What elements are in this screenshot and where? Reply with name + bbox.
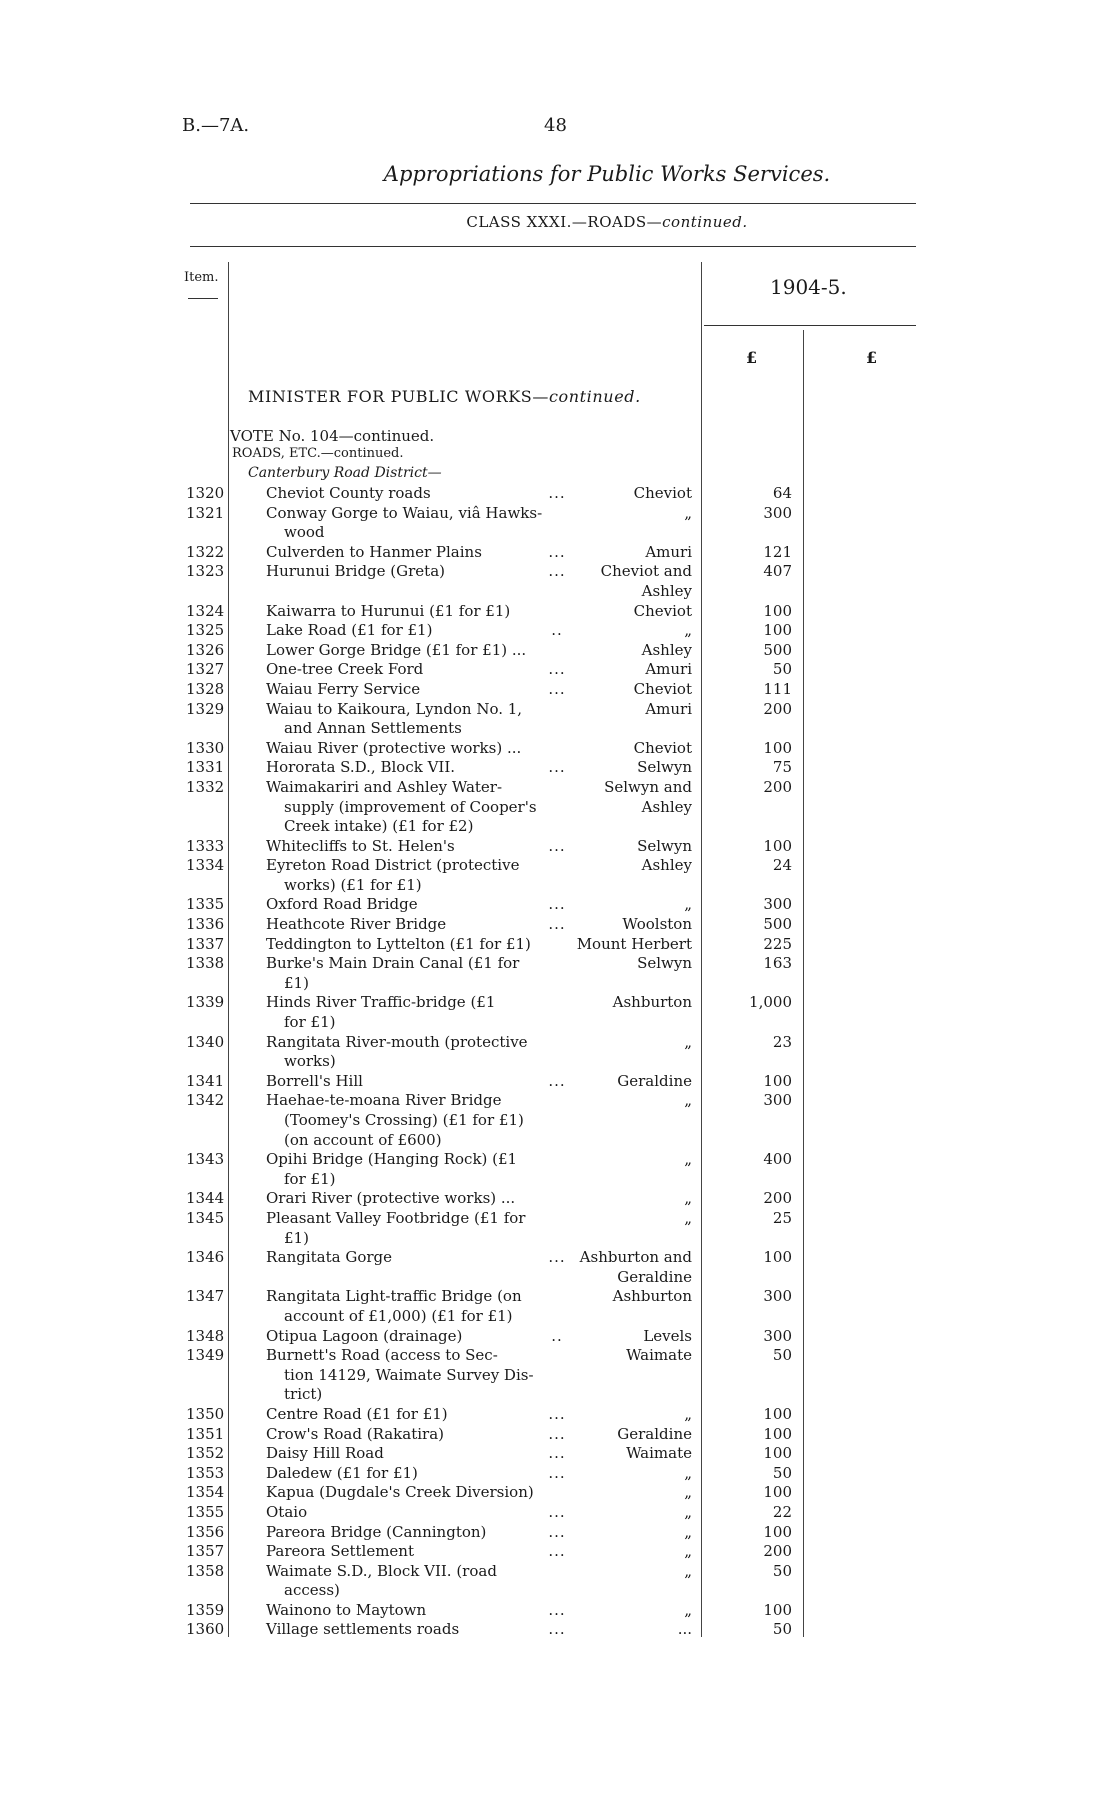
amount: 400	[763, 1150, 792, 1169]
item-description: Kaiwarra to Hurunui (£1 for £1)	[266, 601, 511, 620]
electoral-district: „	[684, 1483, 692, 1502]
item-number: 1344	[186, 1189, 225, 1208]
amount: 163	[763, 954, 792, 973]
table-row	[0, 504, 1114, 543]
table-row	[0, 1425, 1114, 1445]
electoral-district: Ashburton	[612, 993, 692, 1012]
amount: 200	[763, 1542, 792, 1561]
leader-dots: ...	[548, 1522, 566, 1541]
electoral-district: Ashley	[641, 856, 692, 875]
electoral-district: Cheviot	[633, 738, 692, 757]
item-description: Oxford Road Bridge	[266, 895, 418, 914]
item-description: Lower Gorge Bridge (£1 for £1) ...	[266, 640, 527, 659]
leader-dots: ...	[548, 895, 566, 914]
pound-column-2: £	[866, 348, 878, 367]
electoral-district: Ashburton	[612, 1287, 692, 1306]
table-row	[0, 1287, 1114, 1326]
amount: 100	[763, 621, 792, 640]
electoral-district: Cheviot	[633, 679, 692, 698]
item-description: Pareora Settlement	[266, 1542, 414, 1561]
leader-dots: ...	[548, 660, 566, 679]
electoral-district: „	[684, 621, 692, 640]
item-description: Opihi Bridge (Hanging Rock) (£1 for £1)	[266, 1150, 518, 1188]
electoral-district: Geraldine	[617, 1071, 692, 1090]
item-description: Daisy Hill Road	[266, 1444, 384, 1463]
table-row	[0, 993, 1114, 1032]
district-subheading: Canterbury Road District—	[248, 465, 442, 481]
electoral-district: „	[684, 1502, 692, 1521]
item-number: 1342	[186, 1091, 225, 1110]
item-description: Burke's Main Drain Canal (£1 for £1)	[266, 954, 520, 992]
item-number: 1335	[186, 895, 225, 914]
item-description: Rangitata Gorge	[266, 1248, 393, 1267]
electoral-district: Cheviot and Ashley	[600, 562, 692, 600]
amount: 1,000	[749, 993, 792, 1012]
table-row	[0, 1523, 1114, 1543]
item-description: Eyreton Road District (protective works) (£1 for £1)	[266, 856, 520, 894]
leader-dots: ...	[548, 1424, 566, 1443]
electoral-district: Amuri	[645, 699, 692, 718]
item-number: 1331	[186, 758, 225, 777]
leader-dots: ...	[548, 1444, 566, 1463]
item-number: 1346	[186, 1248, 225, 1267]
title-rule	[190, 203, 916, 204]
table-row	[0, 680, 1114, 700]
item-number: 1359	[186, 1600, 225, 1619]
item-number: 1322	[186, 542, 225, 561]
item-number: 1355	[186, 1502, 225, 1521]
electoral-district: Selwyn	[637, 758, 692, 777]
table-row	[0, 1601, 1114, 1621]
amount: 100	[763, 1248, 792, 1267]
electoral-district: „	[684, 895, 692, 914]
item-number: 1351	[186, 1424, 225, 1443]
item-header-underline	[188, 298, 218, 299]
amount: 100	[763, 1600, 792, 1619]
electoral-district: ...	[677, 1620, 692, 1639]
item-description: Hinds River Traffic-bridge (£1 for £1)	[266, 993, 496, 1032]
table-row	[0, 1542, 1114, 1562]
amount: 24	[772, 856, 792, 875]
amount: 200	[763, 1189, 792, 1208]
amount: 50	[772, 1620, 792, 1639]
table-row	[0, 1248, 1114, 1287]
electoral-district: „	[684, 1463, 692, 1482]
electoral-district: Cheviot	[633, 484, 692, 502]
item-description: Centre Road (£1 for £1)	[266, 1404, 448, 1423]
item-number: 1345	[186, 1209, 225, 1227]
amount: 100	[763, 1424, 792, 1443]
item-number: 1321	[186, 503, 225, 522]
table-row	[0, 1209, 1114, 1248]
amount: 121	[763, 542, 792, 561]
item-number: 1330	[186, 738, 225, 757]
table-row	[0, 562, 1114, 601]
item-number: 1349	[186, 1346, 225, 1365]
amount: 50	[772, 1561, 792, 1580]
table-row	[0, 543, 1114, 563]
class-rule	[190, 246, 916, 247]
item-number: 1348	[186, 1326, 225, 1345]
table-row	[0, 1033, 1114, 1072]
item-number: 1347	[186, 1287, 225, 1306]
item-number: 1337	[186, 934, 225, 953]
table-row	[0, 837, 1114, 857]
item-number: 1336	[186, 915, 225, 934]
table-row	[0, 1483, 1114, 1503]
page-title: Appropriations for Public Works Services.	[383, 162, 831, 186]
item-number: 1356	[186, 1522, 225, 1541]
electoral-district: Waimate	[626, 1346, 692, 1365]
electoral-district: „	[684, 1150, 692, 1169]
item-description: Daledew (£1 for £1)	[266, 1463, 418, 1482]
amount: 407	[763, 562, 792, 581]
electoral-district: Woolston	[622, 915, 692, 934]
electoral-district: Cheviot	[633, 601, 692, 620]
table-row	[0, 778, 1114, 837]
electoral-district: „	[684, 1189, 692, 1208]
item-description: Borrell's Hill	[266, 1071, 363, 1090]
item-number: 1334	[186, 856, 225, 875]
table-row	[0, 954, 1114, 993]
table-row	[0, 700, 1114, 739]
amount: 25	[772, 1209, 792, 1227]
amount: 300	[763, 1326, 792, 1345]
electoral-district: Ashley	[641, 640, 692, 659]
leader-dots: ...	[548, 484, 566, 502]
amount: 50	[772, 660, 792, 679]
amount: 64	[772, 484, 792, 502]
electoral-district: Selwyn and Ashley	[604, 777, 692, 816]
table-row	[0, 915, 1114, 935]
table-row	[0, 1327, 1114, 1347]
vote-heading: VOTE No. 104—continued.	[230, 427, 435, 445]
item-description: Teddington to Lyttelton (£1 for £1)	[266, 934, 531, 953]
item-description: Lake Road (£1 for £1)	[266, 621, 433, 640]
item-description: Village settlements roads	[266, 1620, 460, 1639]
amount: 100	[763, 738, 792, 757]
table-row	[0, 621, 1114, 641]
table-row	[0, 660, 1114, 680]
item-number: 1354	[186, 1483, 225, 1502]
leader-dots: ...	[548, 1502, 566, 1521]
leader-dots: ...	[548, 1542, 566, 1561]
item-number: 1358	[186, 1561, 225, 1580]
item-number: 1343	[186, 1150, 225, 1169]
amount: 100	[763, 1071, 792, 1090]
electoral-district: „	[684, 1209, 692, 1227]
leader-dots: ...	[548, 679, 566, 698]
electoral-district: Waimate	[626, 1444, 692, 1463]
item-description: Orari River (protective works) ...	[266, 1189, 516, 1208]
leader-dots: ..	[551, 1326, 563, 1345]
amount: 100	[763, 1522, 792, 1541]
item-description: Crow's Road (Rakatira)	[266, 1424, 445, 1443]
electoral-district: Selwyn	[637, 954, 692, 973]
table-row	[0, 1503, 1114, 1523]
leader-dots: ...	[548, 562, 566, 581]
amount: 100	[763, 601, 792, 620]
electoral-district: „	[684, 1522, 692, 1541]
roads-subheading: ROADS, ETC.—continued.	[232, 446, 404, 461]
item-number: 1328	[186, 679, 225, 698]
item-description: One-tree Creek Ford	[266, 660, 424, 679]
table-row	[0, 739, 1114, 759]
item-number: 1332	[186, 777, 225, 796]
table-row	[0, 935, 1114, 955]
table-row	[0, 1189, 1114, 1209]
leader-dots: ...	[548, 1463, 566, 1482]
item-number: 1353	[186, 1463, 225, 1482]
leader-dots: ...	[548, 1248, 566, 1267]
year-rule	[704, 325, 916, 326]
table-row	[0, 641, 1114, 661]
table-row	[0, 895, 1114, 915]
amount: 75	[772, 758, 792, 777]
item-description: Hurunui Bridge (Greta)	[266, 562, 446, 581]
year-column-header: 1904-5.	[770, 275, 847, 299]
item-description: Otipua Lagoon (drainage)	[266, 1326, 463, 1345]
amount: 100	[763, 1483, 792, 1502]
item-description: Hororata S.D., Block VII.	[266, 758, 456, 777]
item-description: Rangitata River-mouth (protective works)	[266, 1032, 528, 1071]
page-number: 48	[544, 115, 567, 136]
item-number: 1320	[186, 484, 225, 502]
table-row	[0, 1444, 1114, 1464]
amount: 300	[763, 503, 792, 522]
item-description: Culverden to Hanmer Plains	[266, 542, 482, 561]
amount: 300	[763, 895, 792, 914]
leader-dots: ...	[548, 1404, 566, 1423]
item-number: 1339	[186, 993, 225, 1012]
leader-dots: ...	[548, 836, 566, 855]
electoral-district: Ashburton and Geraldine	[579, 1248, 692, 1286]
amount: 100	[763, 1404, 792, 1423]
item-description: Whitecliffs to St. Helen's	[266, 836, 455, 855]
item-description: Waiau to Kaikoura, Lyndon No. 1, and Annan Settlements	[266, 699, 523, 738]
amount: 23	[772, 1032, 792, 1051]
item-number: 1338	[186, 954, 225, 973]
electoral-district: Geraldine	[617, 1424, 692, 1443]
table-row	[0, 1072, 1114, 1092]
amount: 100	[763, 1444, 792, 1463]
electoral-district: Levels	[643, 1326, 692, 1345]
item-description: Rangitata Light-traffic Bridge (on account of £1,000) (£1 for £1)	[266, 1287, 522, 1325]
document-code: B.—7A.	[182, 115, 250, 136]
table-row	[0, 1150, 1114, 1189]
electoral-district: Amuri	[645, 542, 692, 561]
table-row	[0, 1562, 1114, 1601]
item-number: 1333	[186, 836, 225, 855]
item-description: Cheviot County roads	[266, 484, 431, 502]
electoral-district: Selwyn	[637, 836, 692, 855]
electoral-district: „	[684, 1404, 692, 1423]
electoral-district: „	[684, 1561, 692, 1580]
item-column-header: Item.	[184, 270, 219, 285]
electoral-district: „	[684, 1600, 692, 1619]
item-description: Haehae-te-moana River Bridge (Toomey's Crossing) (£1 for £1) (on account of £600)	[266, 1091, 524, 1149]
item-number: 1325	[186, 621, 225, 640]
table-row	[0, 856, 1114, 895]
item-description: Waiau River (protective works) ...	[266, 738, 522, 757]
electoral-district: Amuri	[645, 660, 692, 679]
item-number: 1324	[186, 601, 225, 620]
item-number: 1323	[186, 562, 225, 581]
item-number: 1350	[186, 1404, 225, 1423]
amount: 200	[763, 699, 792, 718]
item-description: Conway Gorge to Waiau, viâ Hawks- wood	[266, 503, 543, 542]
table-row	[0, 1620, 1114, 1640]
electoral-district: „	[684, 1542, 692, 1561]
item-description: Kapua (Dugdale's Creek Diversion)	[266, 1483, 534, 1502]
item-description: Waiau Ferry Service	[266, 679, 421, 698]
amount: 500	[763, 640, 792, 659]
item-description: Heathcote River Bridge	[266, 915, 447, 934]
item-description: Waimate S.D., Block VII. (road access)	[266, 1561, 497, 1600]
table-row	[0, 484, 1114, 504]
item-number: 1360	[186, 1620, 225, 1639]
amount: 500	[763, 915, 792, 934]
item-number: 1326	[186, 640, 225, 659]
pound-column-1: £	[746, 348, 758, 367]
item-number: 1341	[186, 1071, 225, 1090]
leader-dots: ...	[548, 915, 566, 934]
table-row	[0, 758, 1114, 778]
item-description: Waimakariri and Ashley Water- supply (improvement of Cooper's Creek intake) (£1 for £2)	[266, 777, 537, 836]
amount: 300	[763, 1287, 792, 1306]
amount: 200	[763, 777, 792, 796]
amount: 50	[772, 1346, 792, 1365]
amount: 100	[763, 836, 792, 855]
table-row	[0, 602, 1114, 622]
table-row	[0, 1346, 1114, 1405]
item-number: 1329	[186, 699, 225, 718]
amount: 111	[763, 679, 792, 698]
electoral-district: Mount Herbert	[576, 934, 692, 953]
electoral-district: „	[684, 1091, 692, 1110]
class-heading: CLASS XXXI.—ROADS—continued.	[466, 213, 748, 231]
item-description: Pareora Bridge (Cannington)	[266, 1522, 487, 1541]
amount: 225	[763, 934, 792, 953]
amount: 50	[772, 1463, 792, 1482]
appropriations-table	[0, 484, 1114, 1640]
leader-dots: ...	[548, 1600, 566, 1619]
table-row	[0, 1405, 1114, 1425]
item-number: 1340	[186, 1032, 225, 1051]
item-number: 1352	[186, 1444, 225, 1463]
item-description: Burnett's Road (access to Sec- tion 14129, Waimate Survey Dis- trict)	[266, 1346, 534, 1404]
minister-heading: MINISTER FOR PUBLIC WORKS—continued.	[248, 387, 641, 406]
leader-dots: ...	[548, 1620, 566, 1639]
table-row	[0, 1091, 1114, 1150]
table-row	[0, 1464, 1114, 1484]
electoral-district: „	[684, 503, 692, 522]
leader-dots: ...	[548, 758, 566, 777]
item-number: 1357	[186, 1542, 225, 1561]
leader-dots: ...	[548, 542, 566, 561]
item-description: Wainono to Maytown	[266, 1600, 427, 1619]
leader-dots: ..	[551, 621, 563, 640]
amount: 300	[763, 1091, 792, 1110]
leader-dots: ...	[548, 1071, 566, 1090]
item-description: Pleasant Valley Footbridge (£1 for £1)	[266, 1209, 526, 1247]
item-number: 1327	[186, 660, 225, 679]
amount: 22	[772, 1502, 792, 1521]
item-description: Otaio	[266, 1502, 308, 1521]
electoral-district: „	[684, 1032, 692, 1051]
